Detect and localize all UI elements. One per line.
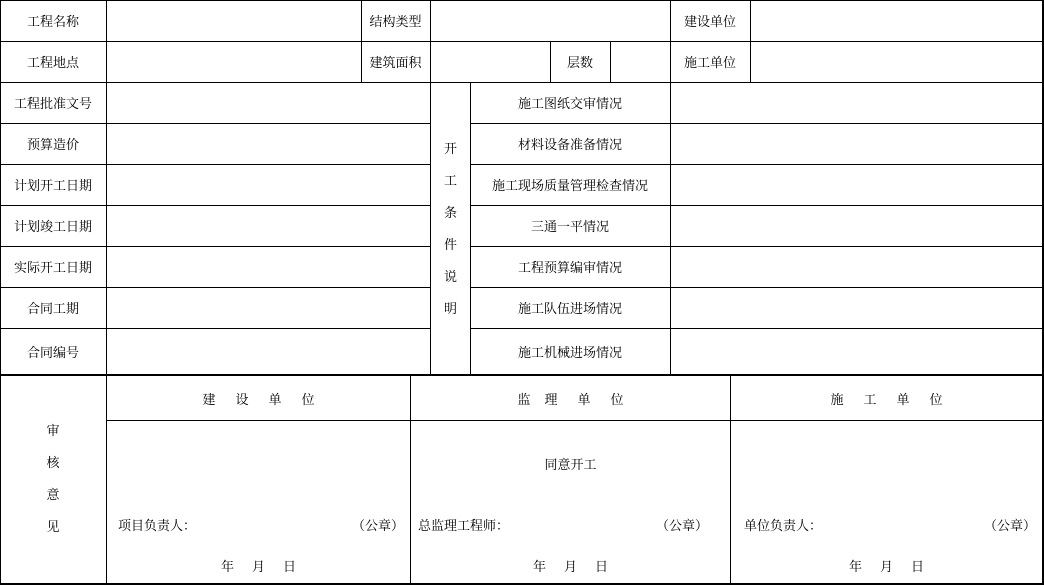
building-area-field[interactable]: [431, 42, 550, 82]
contract-duration-field[interactable]: [107, 288, 430, 328]
start-conditions-char: 工: [443, 174, 457, 189]
construction-unit-opinion[interactable]: [107, 445, 410, 481]
site-quality-check-field[interactable]: [671, 165, 1042, 205]
month-label: 月: [879, 559, 893, 575]
project-name-label: 工程名称: [26, 15, 79, 30]
review-opinion-char: 见: [46, 520, 60, 535]
year-label: 年: [532, 559, 546, 575]
drawings-review-label: 施工图纸交审情况: [517, 97, 622, 112]
day-label: 日: [595, 559, 609, 575]
project-name-field[interactable]: [107, 1, 361, 41]
floors-label: 层数: [566, 56, 593, 71]
review-opinion-char: 审: [46, 424, 60, 439]
start-conditions-char: 说: [443, 270, 457, 285]
budget-cost-label: 预算造价: [26, 138, 79, 153]
header-char: 位: [610, 392, 624, 408]
day-label: 日: [911, 559, 925, 575]
header-char: 设: [235, 392, 249, 408]
date-line: [107, 553, 410, 577]
crew-arrival-label: 施工队伍进场情况: [517, 302, 622, 317]
budget-review-label: 工程预算编审情况: [517, 261, 622, 276]
date-line: [411, 553, 730, 577]
site-quality-check-label: 施工现场质量管理检查情况: [491, 179, 648, 194]
crew-arrival-field[interactable]: [671, 288, 1042, 328]
header-char: 单: [268, 392, 282, 408]
contractor-label: 施工单位: [683, 56, 736, 71]
actual-start-date-field[interactable]: [107, 247, 430, 287]
contract-duration-label: 合同工期: [26, 302, 79, 317]
header-char: 单: [896, 392, 910, 408]
site-prep-field[interactable]: [671, 206, 1042, 246]
contract-number-label: 合同编号: [26, 346, 79, 361]
seal-label: （公章）: [983, 518, 1036, 534]
planned-completion-date-label: 计划竣工日期: [13, 220, 92, 235]
construction-unit-field[interactable]: [751, 1, 1042, 41]
structure-type-label: 结构类型: [369, 15, 422, 30]
header-char: 监: [517, 392, 531, 408]
planned-start-date-label: 计划开工日期: [13, 179, 92, 194]
review-opinion-char: 核: [46, 456, 60, 471]
project-location-field[interactable]: [107, 42, 361, 82]
unit-leader-label: 单位负责人：: [744, 518, 823, 534]
site-prep-label: 三通一平情况: [530, 220, 609, 235]
day-label: 日: [283, 559, 297, 575]
floors-field[interactable]: [611, 42, 670, 82]
header-char: 单: [577, 392, 591, 408]
materials-equipment-label: 材料设备准备情况: [517, 138, 622, 153]
start-conditions-char: 件: [443, 238, 457, 253]
chief-supervisor-label: 总监理工程师：: [418, 518, 510, 534]
month-label: 月: [251, 559, 265, 575]
machinery-arrival-field[interactable]: [671, 329, 1042, 374]
header-char: 理: [544, 392, 558, 408]
seal-label: （公章）: [655, 518, 708, 534]
start-conditions-vertical-label: [431, 138, 470, 330]
start-conditions-char: 条: [443, 206, 457, 221]
drawings-review-field[interactable]: [671, 83, 1042, 123]
building-area-label: 建筑面积: [369, 56, 422, 71]
review-opinion-vertical-label: [0, 420, 106, 548]
supervision-opinion[interactable]: 同意开工: [544, 457, 597, 473]
start-conditions-char: 明: [443, 302, 457, 317]
actual-start-date-label: 实际开工日期: [13, 261, 92, 276]
start-conditions-char: 开: [443, 142, 457, 157]
month-label: 月: [563, 559, 577, 575]
structure-type-field[interactable]: [431, 1, 670, 41]
project-leader-label: 项目负责人：: [118, 518, 197, 534]
supervision-unit-review-header: [411, 376, 730, 420]
review-opinion-char: 意: [46, 488, 60, 503]
contractor-field[interactable]: [751, 42, 1042, 82]
contract-number-field[interactable]: [107, 329, 430, 374]
contractor-opinion[interactable]: [731, 445, 1042, 481]
header-char: 工: [863, 392, 877, 408]
budget-cost-field[interactable]: [107, 124, 430, 164]
budget-review-field[interactable]: [671, 247, 1042, 287]
project-location-label: 工程地点: [26, 56, 79, 71]
header-char: 施: [830, 392, 844, 408]
approval-number-label: 工程批准文号: [13, 97, 92, 112]
year-label: 年: [220, 559, 234, 575]
construction-unit-review-header: [107, 376, 410, 420]
year-label: 年: [848, 559, 862, 575]
machinery-arrival-label: 施工机械进场情况: [517, 346, 622, 361]
approval-number-field[interactable]: [107, 83, 430, 123]
contractor-review-header: [731, 376, 1042, 420]
header-char: 建: [202, 392, 216, 408]
planned-start-date-field[interactable]: [107, 165, 430, 205]
construction-unit-label: 建设单位: [683, 15, 736, 30]
materials-equipment-field[interactable]: [671, 124, 1042, 164]
header-char: 位: [301, 392, 315, 408]
seal-label: （公章）: [351, 518, 404, 534]
planned-completion-date-field[interactable]: [107, 206, 430, 246]
date-line: [731, 553, 1042, 577]
header-char: 位: [929, 392, 943, 408]
